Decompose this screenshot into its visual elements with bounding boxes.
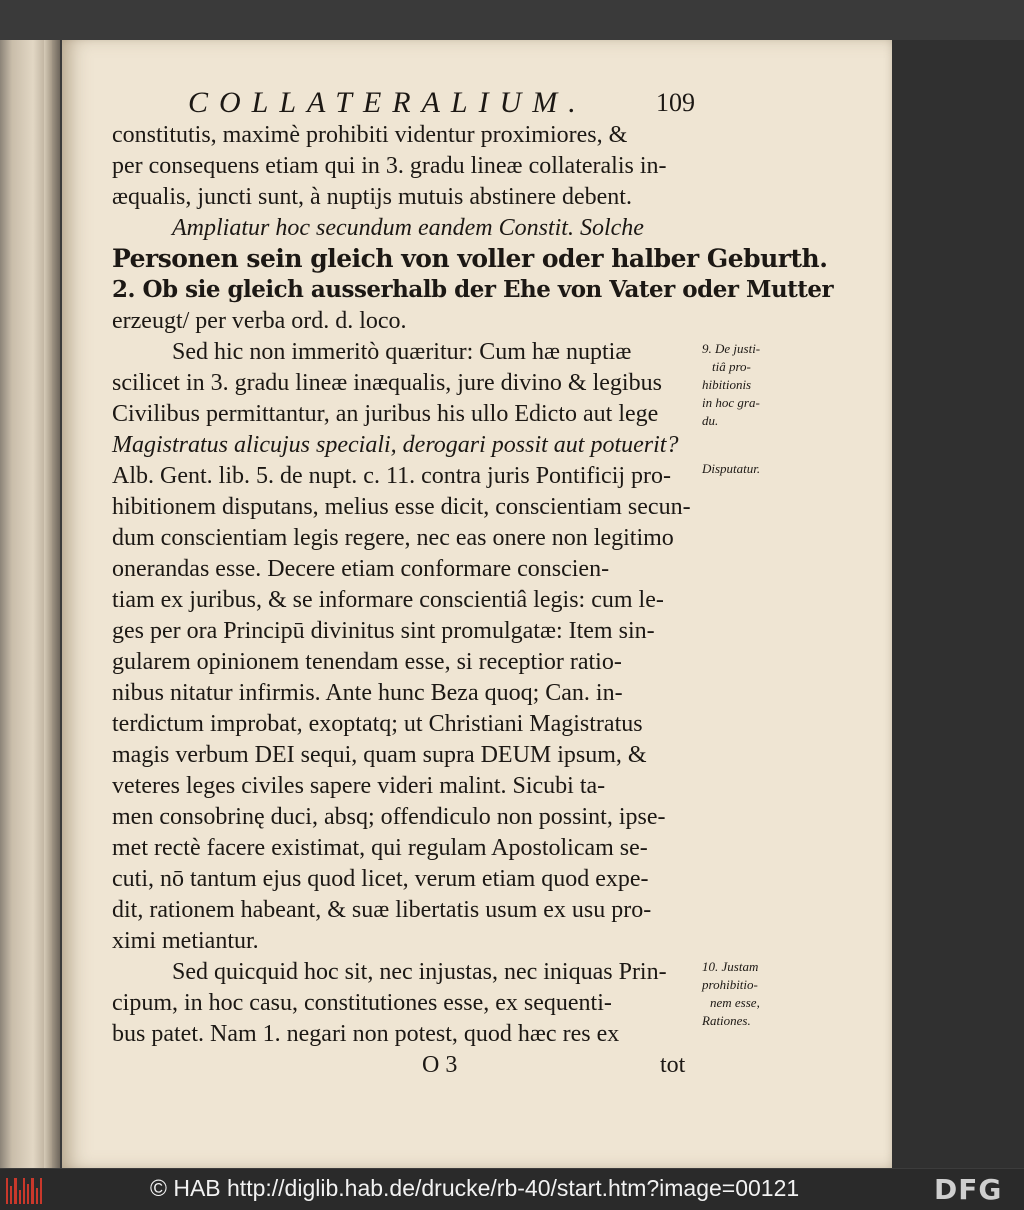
text-line: Civilibus permittantur, an juribus his ullo Edicto aut lege	[112, 401, 659, 427]
running-head: COLLATERALIUM.	[188, 86, 587, 119]
text-line: cipum, in hoc casu, constitutiones esse, ex sequenti-	[112, 990, 612, 1016]
margin-note-line: tiâ pro-	[712, 359, 751, 374]
margin-note-line: hibitionis	[702, 377, 752, 392]
page-number: 109	[656, 88, 695, 117]
text-line: bus patet. Nam 1. negari non potest, quod hæc res ex	[112, 1021, 620, 1047]
text-line: nibus nitatur infirmis. Ante hunc Beza quoq; Can. in-	[112, 680, 623, 706]
text-line: onerandas esse. Decere etiam conformare conscien-	[112, 556, 610, 582]
text-line: ges per ora Principū divinitus sint promulgatæ: Item sin-	[112, 618, 655, 644]
text-line: Sed hic non immeritò quæritur: Cum hæ nuptiæ	[172, 339, 632, 365]
text-line: scilicet in 3. gradu lineæ inæqualis, jure divino & legibus	[112, 370, 662, 396]
text-line: dit, rationem habeant, & suæ libertatis usum ex usu pro-	[112, 897, 652, 923]
margin-note-line: nem esse,	[710, 995, 760, 1010]
text-line: erzeugt/ per verba ord. d. loco.	[112, 308, 407, 334]
text-line: per consequens etiam qui in 3. gradu lineæ collateralis in-	[112, 153, 667, 179]
margin-note-line: 9. De justi-	[702, 341, 761, 356]
text-line: tiam ex juribus, & se informare conscientiâ legis: cum le-	[112, 587, 664, 613]
text-line: met rectè facere existimat, qui regulam Apostolicam se-	[112, 835, 648, 861]
scan-background	[892, 40, 1024, 1168]
dfg-logo: DFG	[934, 1173, 1003, 1206]
text-line: terdictum improbat, exoptatq; ut Christiani Magistratus	[112, 711, 643, 737]
text-line: Magistratus alicujus speciali, derogari possit aut potuerit?	[112, 432, 679, 458]
margin-note-line: 10. Justam	[702, 959, 759, 974]
text-line: constitutis, maximè prohibiti videntur proximiores, &	[112, 122, 628, 148]
text-line: Ampliatur hoc secundum eandem Constit. Solche	[172, 215, 644, 241]
text-line: æqualis, juncti sunt, à nuptijs mutuis abstinere debent.	[112, 184, 632, 210]
previous-page-edge	[0, 40, 60, 1168]
text-line: magis verbum DEI sequi, quam supra DEUM ipsum, &	[112, 742, 647, 768]
text-line: Alb. Gent. lib. 5. de nupt. c. 11. contra juris Pontificij pro-	[112, 463, 672, 489]
margin-note-line: prohibitio-	[702, 977, 758, 992]
text-line: hibitionem disputans, melius esse dicit, conscientiam secun-	[112, 494, 691, 520]
text-line: ximi metiantur.	[112, 928, 259, 954]
footer-credit-link[interactable]: © HAB http://diglib.hab.de/drucke/rb-40/start.htm?image=00121	[150, 1175, 800, 1201]
margin-note-line: du.	[702, 413, 719, 428]
text-line: dum conscientiam legis regere, nec eas onere non legitimo	[112, 525, 674, 551]
text-line-blackletter: 2. Ob sie gleich ausserhalb der Ehe von Vater oder Mutter	[112, 276, 834, 303]
margin-note-line: in hoc gra-	[702, 395, 760, 410]
margin-note-line: Rationes.	[702, 1013, 751, 1028]
text-line: gularem opinionem tenendam esse, si receptior ratio-	[112, 649, 622, 675]
text-line: veteres leges civiles sapere videri malint. Sicubi ta-	[112, 773, 606, 799]
margin-note-line: Disputatur.	[702, 461, 761, 476]
signature-mark: O 3	[422, 1052, 458, 1078]
text-line: men consobrinę duci, absq; offendiculo non possint, ipse-	[112, 804, 666, 830]
viewer-footer	[0, 1168, 1024, 1210]
text-line: cuti, nō tantum ejus quod licet, verum etiam quod expe-	[112, 866, 649, 892]
text-line: Sed quicquid hoc sit, nec injustas, nec iniquas Prin-	[172, 959, 667, 985]
hab-logo-icon	[6, 1176, 42, 1204]
text-line-blackletter: Personen sein gleich von voller oder halber Geburth.	[112, 244, 828, 273]
catchword: tot	[660, 1052, 686, 1078]
